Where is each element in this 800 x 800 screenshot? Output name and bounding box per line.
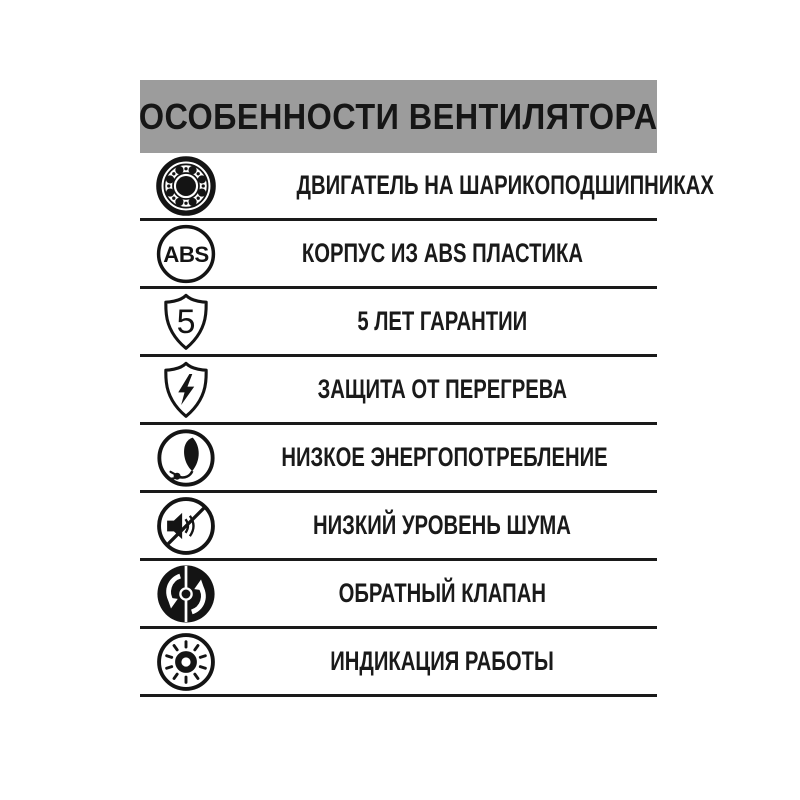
feature-row xyxy=(140,425,657,493)
feature-label: ОБРАТНЫЙ КЛАПАН xyxy=(338,578,546,608)
shield-5-text: 5 xyxy=(176,302,196,341)
panel-title: ОСОБЕННОСТИ ВЕНТИЛЯТОРА xyxy=(139,95,658,137)
feature-row xyxy=(140,629,657,697)
leaf-plug-icon xyxy=(155,427,217,489)
feature-label: КОРПУС ИЗ ABS ПЛАСТИКА xyxy=(301,238,583,268)
feature-row xyxy=(140,221,657,289)
feature-label: ИНДИКАЦИЯ РАБОТЫ xyxy=(330,646,554,676)
feature-row xyxy=(140,357,657,425)
features-panel xyxy=(139,80,714,697)
feature-row xyxy=(140,561,657,629)
feature-label: ЗАЩИТА ОТ ПЕРЕГРЕВА xyxy=(317,374,567,404)
feature-row xyxy=(140,153,714,221)
abs-icon-text: ABS xyxy=(163,241,209,267)
shield-5-icon xyxy=(155,291,217,353)
feature-row xyxy=(140,493,657,561)
abs-circle-icon xyxy=(155,223,217,285)
feature-label: НИЗКОЕ ЭНЕРГОПОТРЕБЛЕНИЕ xyxy=(281,442,608,472)
work-indicator-icon xyxy=(155,631,217,693)
shield-lightning-icon xyxy=(155,359,217,421)
check-valve-icon xyxy=(155,563,217,625)
bearing-icon xyxy=(155,155,217,217)
feature-label: 5 ЛЕТ ГАРАНТИИ xyxy=(357,306,527,336)
feature-label: НИЗКИЙ УРОВЕНЬ ШУМА xyxy=(313,510,571,540)
muted-speaker-icon xyxy=(155,495,217,557)
feature-label: ДВИГАТЕЛЬ НА ШАРИКОПОДШИПНИКАХ xyxy=(296,170,714,200)
panel-header xyxy=(140,80,657,153)
feature-row xyxy=(140,289,657,357)
